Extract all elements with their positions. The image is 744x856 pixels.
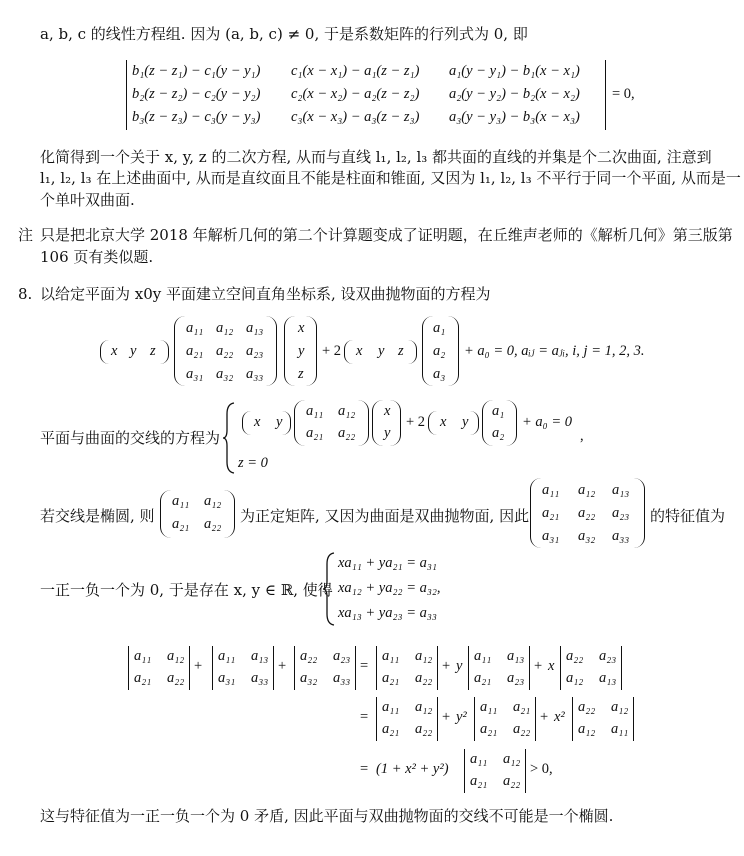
matrix-entry: a₂₃: [612, 505, 630, 521]
determinant-2x2: [468, 646, 530, 690]
equation-2-tail: + a₀ = 0: [522, 414, 572, 430]
det-cell: a₂₁: [382, 721, 400, 737]
vec-entry: x: [356, 343, 363, 359]
vec-entry: x: [384, 403, 391, 419]
det-cell: a₂₂: [566, 648, 584, 664]
coef-x-squared: x²: [554, 709, 565, 725]
matrix-entry: a₃₁: [186, 366, 204, 382]
det-cell: a₁₂: [566, 670, 584, 686]
vec-entry: a₂: [433, 343, 446, 359]
plus-two: + 2: [322, 343, 342, 359]
vec-entry: y: [276, 414, 283, 430]
det-cell: a₂(y − y₂) − b₂(x − x₂): [449, 86, 580, 102]
paragraph-1: a, b, c 的线性方程组. 因为 (a, b, c) ≠ 0, 于是系数矩阵的行列式为 0, 即: [40, 25, 528, 43]
det-cell: a₁₃: [599, 670, 617, 686]
paragraph-2-line-2: l₁, l₂, l₃ 在上述曲面中, 从而是直纹面且不能是柱面和锥面, 又因为 l₁, l₂, l₃ 不平行于同一个平面, 从而是一: [40, 169, 741, 187]
matrix-entry: a₂₁: [186, 343, 204, 359]
det-cell: a₂₂: [300, 648, 318, 664]
vec-entry: a₁: [492, 403, 505, 419]
equation-2-lead: 平面与曲面的交线的方程为: [40, 429, 221, 447]
det-cell: a₂₂: [513, 721, 531, 737]
matrix-entry: a₁₃: [246, 320, 264, 336]
plus-sign: +: [442, 709, 451, 725]
det-cell: a₂₁: [470, 773, 488, 789]
left-brace: [322, 552, 336, 626]
determinant-2x2: [294, 646, 356, 690]
det-cell: b₁(z − z₁) − c₁(y − y₁): [132, 63, 261, 79]
det-cell: a₁₁: [382, 699, 400, 715]
det-cell: a₂₁: [474, 670, 492, 686]
matrix-entry: a₁₁: [542, 482, 560, 498]
matrix-entry: a₁₁: [172, 493, 190, 509]
vec-entry: x: [254, 414, 261, 430]
vec-entry: x: [298, 320, 305, 336]
det-cell: a₁₁: [382, 648, 400, 664]
det-cell: a₁₂: [167, 648, 185, 664]
det-cell: c₁(x − x₁) − a₁(z − z₁): [291, 63, 420, 79]
det-cell: a₂₁: [480, 721, 498, 737]
det-cell: a₃₂: [300, 670, 318, 686]
vec-entry: z: [398, 343, 404, 359]
plus-two: + 2: [406, 414, 426, 430]
matrix-entry: a₁₁: [186, 320, 204, 336]
vec-entry: z: [298, 366, 304, 382]
det-cell: c₃(x − x₃) − a₃(z − z₃): [291, 109, 420, 125]
vec-entry: z: [150, 343, 156, 359]
equation-2-z: z = 0: [238, 455, 268, 471]
det-cell: c₂(x − x₂) − a₂(z − z₂): [291, 86, 420, 102]
plus-sign: +: [194, 658, 203, 674]
greater-than-zero: > 0,: [530, 761, 553, 777]
det-cell: a₁₂: [415, 648, 433, 664]
plus-sign: +: [278, 658, 287, 674]
equation-2-comma: ,: [580, 428, 584, 444]
vec-entry: y: [384, 425, 391, 441]
coef-x: x: [548, 658, 555, 674]
vec-entry: y: [298, 343, 305, 359]
det-cell: a₁₁: [480, 699, 498, 715]
det-cell: a₁(y − y₁) − b₁(x − x₁): [449, 63, 580, 79]
system-eq-3: xa₁₃ + ya₂₃ = a₃₃: [338, 605, 437, 621]
matrix-entry: a₃₂: [578, 528, 596, 544]
det-cell: b₃(z − z₃) − c₃(y − y₃): [132, 109, 261, 125]
matrix-entry: a₁₂: [204, 493, 222, 509]
vec-entry: y: [130, 343, 137, 359]
matrix-entry: a₂₂: [204, 516, 222, 532]
p3-text-1: 若交线是椭圆, 则: [40, 507, 155, 525]
matrix-entry: a₃₃: [612, 528, 630, 544]
det-cell: a₁₂: [578, 721, 596, 737]
p4-text: 一正一负一个为 0, 于是存在 x, y ∈ ℝ, 使得: [40, 581, 333, 599]
coef-y-squared: y²: [456, 709, 467, 725]
vec-entry: x: [111, 343, 118, 359]
equation-1-tail: + a₀ = 0, aᵢⱼ = aⱼᵢ, i, j = 1, 2, 3.: [464, 343, 645, 359]
matrix-entry: a₁₂: [216, 320, 234, 336]
det-cell: a₃₃: [333, 670, 351, 686]
equals-sign: =: [360, 658, 369, 674]
matrix-entry: a₂₁: [542, 505, 560, 521]
determinant-2x2: [474, 697, 536, 741]
determinant-2x2: [464, 749, 526, 793]
det-cell: a₂₂: [415, 670, 433, 686]
det-cell: a₂₁: [382, 670, 400, 686]
det-cell: a₁₁: [474, 648, 492, 664]
matrix-entry: a₂₁: [172, 516, 190, 532]
det-cell: a₂₁: [134, 670, 152, 686]
left-brace: [222, 402, 236, 474]
det-cell: a₂₂: [503, 773, 521, 789]
det-cell: a₃(y − y₃) − b₃(x − x₃): [449, 109, 580, 125]
determinant-2x2: [560, 646, 622, 690]
det-cell: a₁₃: [507, 648, 525, 664]
vec-entry: y: [378, 343, 385, 359]
matrix-entry: a₂₁: [306, 425, 324, 441]
equals-sign: =: [360, 761, 369, 777]
det-cell: a₂₂: [415, 721, 433, 737]
vec-entry: y: [462, 414, 469, 430]
matrix-entry: a₁₃: [612, 482, 630, 498]
matrix-entry: a₁₂: [578, 482, 596, 498]
det-cell: a₂₁: [513, 699, 531, 715]
note-label: 注: [18, 226, 34, 244]
matrix-entry: a₂₂: [216, 343, 234, 359]
system-eq-2: xa₁₂ + ya₂₂ = a₃₂,: [338, 580, 441, 596]
equals-sign: =: [360, 709, 369, 725]
det-cell: a₁₃: [251, 648, 269, 664]
matrix-entry: a₁₁: [306, 403, 324, 419]
system-eq-1: xa₁₁ + ya₂₁ = a₃₁: [338, 555, 437, 571]
vec-entry: a₁: [433, 320, 446, 336]
plus-sign: +: [442, 658, 451, 674]
determinant-2x2: [212, 646, 274, 690]
matrix-entry: a₂₃: [246, 343, 264, 359]
det-cell: a₁₁: [470, 751, 488, 767]
vec-entry: a₂: [492, 425, 505, 441]
vec-entry: x: [440, 414, 447, 430]
note-line-1: 只是把北京大学 2018 年解析几何的第二个计算题变成了证明题，在丘维声老师的《解析几何》第三版第: [40, 226, 733, 244]
vec-entry: a₃: [433, 366, 446, 382]
matrix-entry: a₃₃: [246, 366, 264, 382]
det-cell: a₁₁: [134, 648, 152, 664]
matrix-entry: a₃₁: [542, 528, 560, 544]
paragraph-2-line-1: 化简得到一个关于 x, y, z 的二次方程, 从而与直线 l₁, l₂, l₃ 都共面的直线的并集是个二次曲面, 注意到: [40, 148, 712, 166]
det-cell: a₂₃: [507, 670, 525, 686]
paragraph-5: 这与特征值为一正一负一个为 0 矛盾, 因此平面与双曲抛物面的交线不可能是一个椭圆.: [40, 807, 614, 825]
det-cell: b₂(z − z₂) − c₂(y − y₂): [132, 86, 261, 102]
item-number: 8.: [18, 285, 33, 303]
coef-y: y: [456, 658, 463, 674]
determinant-2x2: [572, 697, 634, 741]
determinant-2x2: [128, 646, 190, 690]
matrix-entry: a₁₂: [338, 403, 356, 419]
matrix-entry: a₃₂: [216, 366, 234, 382]
item-8-text: 以给定平面为 x0y 平面建立空间直角坐标系, 设双曲抛物面的方程为: [40, 285, 491, 303]
determinant-2x2: [376, 697, 438, 741]
det-cell: a₃₁: [218, 670, 236, 686]
det-cell: a₁₂: [503, 751, 521, 767]
note-line-2: 106 页有类似题.: [40, 248, 154, 266]
det-cell: a₂₂: [578, 699, 596, 715]
det-cell: a₁₂: [611, 699, 629, 715]
matrix-entry: a₂₂: [578, 505, 596, 521]
p3-text-2: 为正定矩阵, 又因为曲面是双曲抛物面, 因此: [240, 507, 530, 525]
determinant-3x3: [126, 60, 606, 130]
det-equals-zero: = 0,: [612, 86, 635, 102]
det-cell: a₂₃: [599, 648, 617, 664]
det-cell: a₂₂: [167, 670, 185, 686]
det-cell: a₁₁: [218, 648, 236, 664]
coef-one-plus: (1 + x² + y²): [376, 761, 449, 777]
paragraph-2-line-3: 个单叶双曲面.: [40, 191, 135, 209]
determinant-2x2: [376, 646, 438, 690]
det-cell: a₃₃: [251, 670, 269, 686]
det-cell: a₁₂: [415, 699, 433, 715]
det-cell: a₁₁: [611, 721, 629, 737]
p3-text-3: 的特征值为: [650, 507, 726, 525]
plus-sign: +: [534, 658, 543, 674]
det-cell: a₂₃: [333, 648, 351, 664]
plus-sign: +: [540, 709, 549, 725]
matrix-entry: a₂₂: [338, 425, 356, 441]
